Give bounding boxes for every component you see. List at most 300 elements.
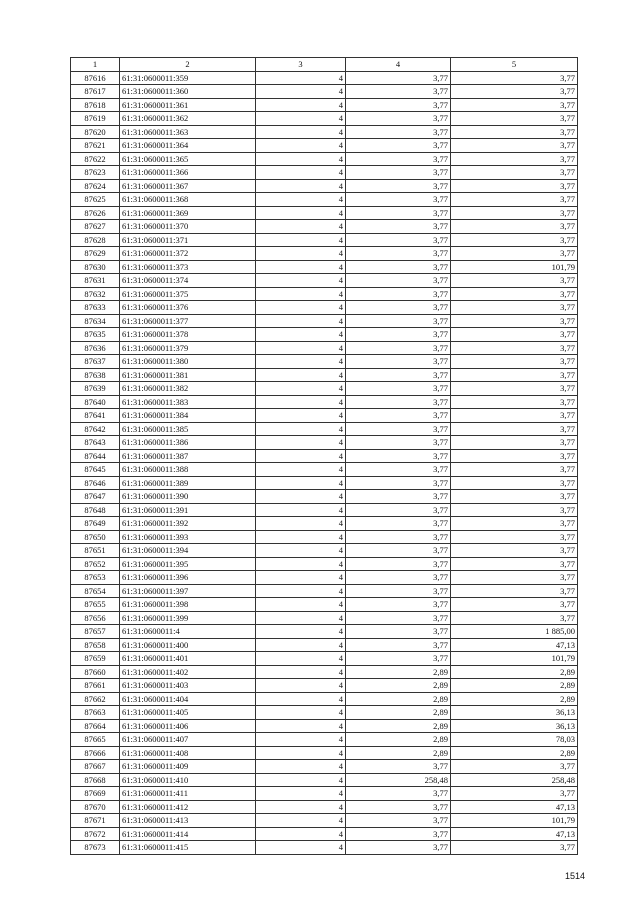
value-col3-cell: 4 [256, 436, 346, 450]
row-number-cell: 87667 [71, 760, 120, 774]
cadastral-number-cell: 61:31:0600011:381 [120, 368, 256, 382]
value-col3-cell: 4 [256, 112, 346, 126]
table-row [71, 827, 578, 841]
row-number-cell: 87641 [71, 409, 120, 423]
table-row [71, 220, 578, 234]
table-row [71, 692, 578, 706]
table-row [71, 85, 578, 99]
cadastral-number-cell: 61:31:0600011:386 [120, 436, 256, 450]
value-col4-cell: 3,77 [346, 274, 451, 288]
row-number-cell: 87656 [71, 611, 120, 625]
table-row [71, 476, 578, 490]
value-col5-cell: 3,77 [451, 490, 578, 504]
value-col4-cell: 2,89 [346, 746, 451, 760]
table-row [71, 652, 578, 666]
value-col3-cell: 4 [256, 139, 346, 153]
value-col3-cell: 4 [256, 355, 346, 369]
cadastral-number-cell: 61:31:0600011:389 [120, 476, 256, 490]
cadastral-number-cell: 61:31:0600011:407 [120, 733, 256, 747]
value-col4-cell: 3,77 [346, 193, 451, 207]
value-col5-cell: 47,13 [451, 638, 578, 652]
cadastral-number-cell: 61:31:0600011:405 [120, 706, 256, 720]
row-number-cell: 87671 [71, 814, 120, 828]
table-row [71, 625, 578, 639]
row-number-cell: 87664 [71, 719, 120, 733]
row-number-cell: 87629 [71, 247, 120, 261]
value-col5-cell: 3,77 [451, 179, 578, 193]
value-col3-cell: 4 [256, 233, 346, 247]
value-col3-cell: 4 [256, 274, 346, 288]
row-number-cell: 87647 [71, 490, 120, 504]
table-row [71, 638, 578, 652]
value-col5-cell: 3,77 [451, 422, 578, 436]
table-row [71, 98, 578, 112]
value-col3-cell: 4 [256, 206, 346, 220]
cadastral-number-cell: 61:31:0600011:401 [120, 652, 256, 666]
cadastral-number-cell: 61:31:0600011:410 [120, 773, 256, 787]
value-col3-cell: 4 [256, 341, 346, 355]
table-row [71, 355, 578, 369]
value-col3-cell: 4 [256, 625, 346, 639]
row-number-cell: 87668 [71, 773, 120, 787]
value-col3-cell: 4 [256, 679, 346, 693]
value-col4-cell: 3,77 [346, 760, 451, 774]
value-col3-cell: 4 [256, 125, 346, 139]
row-number-cell: 87636 [71, 341, 120, 355]
value-col4-cell: 3,77 [346, 206, 451, 220]
value-col4-cell: 3,77 [346, 422, 451, 436]
cadastral-number-cell: 61:31:0600011:380 [120, 355, 256, 369]
value-col5-cell: 2,89 [451, 692, 578, 706]
table-row [71, 719, 578, 733]
value-col5-cell: 3,77 [451, 476, 578, 490]
value-col5-cell: 3,77 [451, 584, 578, 598]
row-number-cell: 87628 [71, 233, 120, 247]
cadastral-number-cell: 61:31:0600011:398 [120, 598, 256, 612]
cadastral-number-cell: 61:31:0600011:363 [120, 125, 256, 139]
cadastral-number-cell: 61:31:0600011:396 [120, 571, 256, 585]
value-col5-cell: 36,13 [451, 706, 578, 720]
value-col3-cell: 4 [256, 571, 346, 585]
value-col4-cell: 3,77 [346, 179, 451, 193]
cadastral-number-cell: 61:31:0600011:394 [120, 544, 256, 558]
value-col5-cell: 3,77 [451, 517, 578, 531]
row-number-cell: 87658 [71, 638, 120, 652]
value-col3-cell: 4 [256, 409, 346, 423]
value-col5-cell: 3,77 [451, 341, 578, 355]
table-row [71, 760, 578, 774]
table-row [71, 71, 578, 85]
table-row [71, 166, 578, 180]
value-col3-cell: 4 [256, 665, 346, 679]
row-number-cell: 87622 [71, 152, 120, 166]
value-col3-cell: 4 [256, 368, 346, 382]
value-col5-cell: 3,77 [451, 233, 578, 247]
row-number-cell: 87644 [71, 449, 120, 463]
value-col4-cell: 3,77 [346, 382, 451, 396]
table-row [71, 206, 578, 220]
cadastral-number-cell: 61:31:0600011:382 [120, 382, 256, 396]
cadastral-number-cell: 61:31:0600011:387 [120, 449, 256, 463]
value-col4-cell: 3,77 [346, 436, 451, 450]
value-col3-cell: 4 [256, 71, 346, 85]
cadastral-number-cell: 61:31:0600011:391 [120, 503, 256, 517]
table-row [71, 490, 578, 504]
table-row [71, 733, 578, 747]
table-row [71, 665, 578, 679]
table-row [71, 260, 578, 274]
value-col5-cell: 3,77 [451, 85, 578, 99]
value-col5-cell: 3,77 [451, 530, 578, 544]
value-col4-cell: 3,77 [346, 571, 451, 585]
value-col4-cell: 3,77 [346, 260, 451, 274]
value-col3-cell: 4 [256, 220, 346, 234]
column-header-5: 5 [451, 58, 578, 72]
value-col4-cell: 3,77 [346, 476, 451, 490]
value-col5-cell: 3,77 [451, 611, 578, 625]
data-table [70, 57, 578, 855]
cadastral-number-cell: 61:31:0600011:397 [120, 584, 256, 598]
cadastral-number-cell: 61:31:0600011:390 [120, 490, 256, 504]
value-col5-cell: 2,89 [451, 679, 578, 693]
row-number-cell: 87637 [71, 355, 120, 369]
value-col4-cell: 2,89 [346, 733, 451, 747]
cadastral-number-cell: 61:31:0600011:392 [120, 517, 256, 531]
table-row [71, 314, 578, 328]
row-number-cell: 87625 [71, 193, 120, 207]
value-col3-cell: 4 [256, 517, 346, 531]
value-col4-cell: 3,77 [346, 787, 451, 801]
table-row [71, 584, 578, 598]
value-col5-cell: 3,77 [451, 463, 578, 477]
value-col3-cell: 4 [256, 179, 346, 193]
cadastral-number-cell: 61:31:0600011:383 [120, 395, 256, 409]
row-number-cell: 87670 [71, 800, 120, 814]
value-col4-cell: 3,77 [346, 814, 451, 828]
value-col5-cell: 36,13 [451, 719, 578, 733]
value-col5-cell: 3,77 [451, 557, 578, 571]
table-row [71, 544, 578, 558]
cadastral-number-cell: 61:31:0600011:361 [120, 98, 256, 112]
value-col4-cell: 3,77 [346, 112, 451, 126]
value-col3-cell: 4 [256, 463, 346, 477]
value-col3-cell: 4 [256, 773, 346, 787]
value-col3-cell: 4 [256, 692, 346, 706]
table-row [71, 814, 578, 828]
value-col3-cell: 4 [256, 422, 346, 436]
table-row [71, 679, 578, 693]
table-row [71, 463, 578, 477]
cadastral-number-cell: 61:31:0600011:414 [120, 827, 256, 841]
value-col3-cell: 4 [256, 544, 346, 558]
value-col3-cell: 4 [256, 85, 346, 99]
column-header-1: 1 [71, 58, 120, 72]
value-col3-cell: 4 [256, 611, 346, 625]
value-col5-cell: 78,03 [451, 733, 578, 747]
value-col5-cell: 3,77 [451, 760, 578, 774]
row-number-cell: 87672 [71, 827, 120, 841]
value-col4-cell: 3,77 [346, 328, 451, 342]
row-number-cell: 87639 [71, 382, 120, 396]
value-col3-cell: 4 [256, 328, 346, 342]
value-col4-cell: 3,77 [346, 490, 451, 504]
row-number-cell: 87663 [71, 706, 120, 720]
value-col3-cell: 4 [256, 314, 346, 328]
row-number-cell: 87618 [71, 98, 120, 112]
value-col5-cell: 3,77 [451, 355, 578, 369]
value-col3-cell: 4 [256, 719, 346, 733]
value-col3-cell: 4 [256, 814, 346, 828]
value-col4-cell: 3,77 [346, 503, 451, 517]
cadastral-number-cell: 61:31:0600011:376 [120, 301, 256, 315]
table-row [71, 557, 578, 571]
value-col3-cell: 4 [256, 787, 346, 801]
row-number-cell: 87632 [71, 287, 120, 301]
cadastral-number-cell: 61:31:0600011:4 [120, 625, 256, 639]
cadastral-number-cell: 61:31:0600011:399 [120, 611, 256, 625]
table-row [71, 152, 578, 166]
value-col3-cell: 4 [256, 530, 346, 544]
row-number-cell: 87633 [71, 301, 120, 315]
value-col5-cell: 3,77 [451, 301, 578, 315]
value-col5-cell: 3,77 [451, 395, 578, 409]
table-row [71, 436, 578, 450]
row-number-cell: 87634 [71, 314, 120, 328]
row-number-cell: 87651 [71, 544, 120, 558]
value-col3-cell: 4 [256, 733, 346, 747]
cadastral-number-cell: 61:31:0600011:412 [120, 800, 256, 814]
cadastral-number-cell: 61:31:0600011:408 [120, 746, 256, 760]
value-col4-cell: 3,77 [346, 287, 451, 301]
table-row [71, 409, 578, 423]
value-col5-cell: 3,77 [451, 544, 578, 558]
table-row [71, 139, 578, 153]
value-col3-cell: 4 [256, 638, 346, 652]
value-col4-cell: 3,77 [346, 611, 451, 625]
table-row [71, 517, 578, 531]
table-row [71, 368, 578, 382]
value-col4-cell: 3,77 [346, 463, 451, 477]
value-col3-cell: 4 [256, 584, 346, 598]
row-number-cell: 87666 [71, 746, 120, 760]
value-col5-cell: 3,77 [451, 409, 578, 423]
value-col4-cell: 3,77 [346, 355, 451, 369]
value-col5-cell: 3,77 [451, 112, 578, 126]
value-col5-cell: 3,77 [451, 247, 578, 261]
value-col5-cell: 3,77 [451, 449, 578, 463]
value-col3-cell: 4 [256, 152, 346, 166]
value-col5-cell: 3,77 [451, 382, 578, 396]
value-col5-cell: 101,79 [451, 260, 578, 274]
table-row [71, 530, 578, 544]
cadastral-number-cell: 61:31:0600011:395 [120, 557, 256, 571]
table-row [71, 395, 578, 409]
page-number: 1514 [564, 871, 585, 881]
value-col5-cell: 2,89 [451, 665, 578, 679]
row-number-cell: 87631 [71, 274, 120, 288]
value-col3-cell: 4 [256, 760, 346, 774]
value-col5-cell: 3,77 [451, 206, 578, 220]
table-row [71, 800, 578, 814]
value-col5-cell: 3,77 [451, 220, 578, 234]
table-row [71, 341, 578, 355]
value-col4-cell: 3,77 [346, 841, 451, 855]
cadastral-number-cell: 61:31:0600011:415 [120, 841, 256, 855]
row-number-cell: 87654 [71, 584, 120, 598]
value-col3-cell: 4 [256, 166, 346, 180]
value-col3-cell: 4 [256, 247, 346, 261]
cadastral-number-cell: 61:31:0600011:393 [120, 530, 256, 544]
value-col3-cell: 4 [256, 827, 346, 841]
table-row [71, 422, 578, 436]
value-col4-cell: 3,77 [346, 652, 451, 666]
value-col3-cell: 4 [256, 395, 346, 409]
value-col5-cell: 3,77 [451, 328, 578, 342]
cadastral-number-cell: 61:31:0600011:371 [120, 233, 256, 247]
cadastral-number-cell: 61:31:0600011:368 [120, 193, 256, 207]
value-col5-cell: 258,48 [451, 773, 578, 787]
table-row [71, 503, 578, 517]
table-row [71, 125, 578, 139]
value-col4-cell: 3,77 [346, 530, 451, 544]
table-row [71, 382, 578, 396]
value-col4-cell: 3,77 [346, 395, 451, 409]
value-col5-cell: 3,77 [451, 166, 578, 180]
row-number-cell: 87638 [71, 368, 120, 382]
value-col4-cell: 2,89 [346, 692, 451, 706]
value-col5-cell: 3,77 [451, 98, 578, 112]
value-col3-cell: 4 [256, 800, 346, 814]
cadastral-number-cell: 61:31:0600011:366 [120, 166, 256, 180]
table-row [71, 449, 578, 463]
value-col4-cell: 3,77 [346, 98, 451, 112]
value-col5-cell: 3,77 [451, 193, 578, 207]
row-number-cell: 87659 [71, 652, 120, 666]
row-number-cell: 87662 [71, 692, 120, 706]
value-col5-cell: 3,77 [451, 125, 578, 139]
row-number-cell: 87616 [71, 71, 120, 85]
row-number-cell: 87642 [71, 422, 120, 436]
cadastral-number-cell: 61:31:0600011:367 [120, 179, 256, 193]
table-row [71, 287, 578, 301]
value-col4-cell: 3,77 [346, 827, 451, 841]
row-number-cell: 87649 [71, 517, 120, 531]
row-number-cell: 87673 [71, 841, 120, 855]
value-col4-cell: 2,89 [346, 665, 451, 679]
value-col5-cell: 47,13 [451, 800, 578, 814]
row-number-cell: 87624 [71, 179, 120, 193]
row-number-cell: 87646 [71, 476, 120, 490]
row-number-cell: 87643 [71, 436, 120, 450]
row-number-cell: 87652 [71, 557, 120, 571]
row-number-cell: 87655 [71, 598, 120, 612]
value-col4-cell: 3,77 [346, 85, 451, 99]
value-col5-cell: 47,13 [451, 827, 578, 841]
row-number-cell: 87650 [71, 530, 120, 544]
table-row [71, 193, 578, 207]
value-col4-cell: 3,77 [346, 247, 451, 261]
cadastral-number-cell: 61:31:0600011:413 [120, 814, 256, 828]
cadastral-number-cell: 61:31:0600011:379 [120, 341, 256, 355]
table-row [71, 787, 578, 801]
value-col5-cell: 3,77 [451, 139, 578, 153]
value-col3-cell: 4 [256, 652, 346, 666]
cadastral-number-cell: 61:31:0600011:384 [120, 409, 256, 423]
column-header-3: 3 [256, 58, 346, 72]
cadastral-number-cell: 61:31:0600011:370 [120, 220, 256, 234]
table-row [71, 611, 578, 625]
value-col5-cell: 3,77 [451, 598, 578, 612]
table-row [71, 179, 578, 193]
value-col4-cell: 3,77 [346, 166, 451, 180]
table-row [71, 773, 578, 787]
table-row [71, 247, 578, 261]
table-row [71, 112, 578, 126]
column-header-4: 4 [346, 58, 451, 72]
cadastral-number-cell: 61:31:0600011:377 [120, 314, 256, 328]
value-col4-cell: 2,89 [346, 679, 451, 693]
row-number-cell: 87657 [71, 625, 120, 639]
value-col4-cell: 3,77 [346, 409, 451, 423]
table-row [71, 274, 578, 288]
value-col3-cell: 4 [256, 98, 346, 112]
cadastral-number-cell: 61:31:0600011:404 [120, 692, 256, 706]
row-number-cell: 87665 [71, 733, 120, 747]
row-number-cell: 87623 [71, 166, 120, 180]
value-col4-cell: 3,77 [346, 301, 451, 315]
value-col3-cell: 4 [256, 706, 346, 720]
cadastral-number-cell: 61:31:0600011:362 [120, 112, 256, 126]
row-number-cell: 87640 [71, 395, 120, 409]
value-col3-cell: 4 [256, 746, 346, 760]
value-col4-cell: 3,77 [346, 233, 451, 247]
value-col3-cell: 4 [256, 476, 346, 490]
row-number-cell: 87653 [71, 571, 120, 585]
value-col4-cell: 3,77 [346, 800, 451, 814]
row-number-cell: 87630 [71, 260, 120, 274]
value-col4-cell: 3,77 [346, 584, 451, 598]
cadastral-number-cell: 61:31:0600011:375 [120, 287, 256, 301]
row-number-cell: 87660 [71, 665, 120, 679]
row-number-cell: 87648 [71, 503, 120, 517]
table-row [71, 328, 578, 342]
value-col4-cell: 2,89 [346, 706, 451, 720]
value-col5-cell: 3,77 [451, 71, 578, 85]
value-col3-cell: 4 [256, 193, 346, 207]
cadastral-number-cell: 61:31:0600011:378 [120, 328, 256, 342]
value-col5-cell: 3,77 [451, 436, 578, 450]
value-col4-cell: 3,77 [346, 598, 451, 612]
column-header-2: 2 [120, 58, 256, 72]
value-col5-cell: 3,77 [451, 503, 578, 517]
value-col3-cell: 4 [256, 503, 346, 517]
value-col3-cell: 4 [256, 841, 346, 855]
cadastral-number-cell: 61:31:0600011:406 [120, 719, 256, 733]
value-col5-cell: 3,77 [451, 571, 578, 585]
value-col3-cell: 4 [256, 449, 346, 463]
value-col5-cell: 3,77 [451, 314, 578, 328]
row-number-cell: 87661 [71, 679, 120, 693]
value-col5-cell: 3,77 [451, 274, 578, 288]
value-col3-cell: 4 [256, 490, 346, 504]
value-col4-cell: 3,77 [346, 638, 451, 652]
table-row [71, 746, 578, 760]
value-col4-cell: 3,77 [346, 139, 451, 153]
value-col5-cell: 3,77 [451, 287, 578, 301]
cadastral-number-cell: 61:31:0600011:409 [120, 760, 256, 774]
value-col4-cell: 3,77 [346, 152, 451, 166]
value-col3-cell: 4 [256, 287, 346, 301]
